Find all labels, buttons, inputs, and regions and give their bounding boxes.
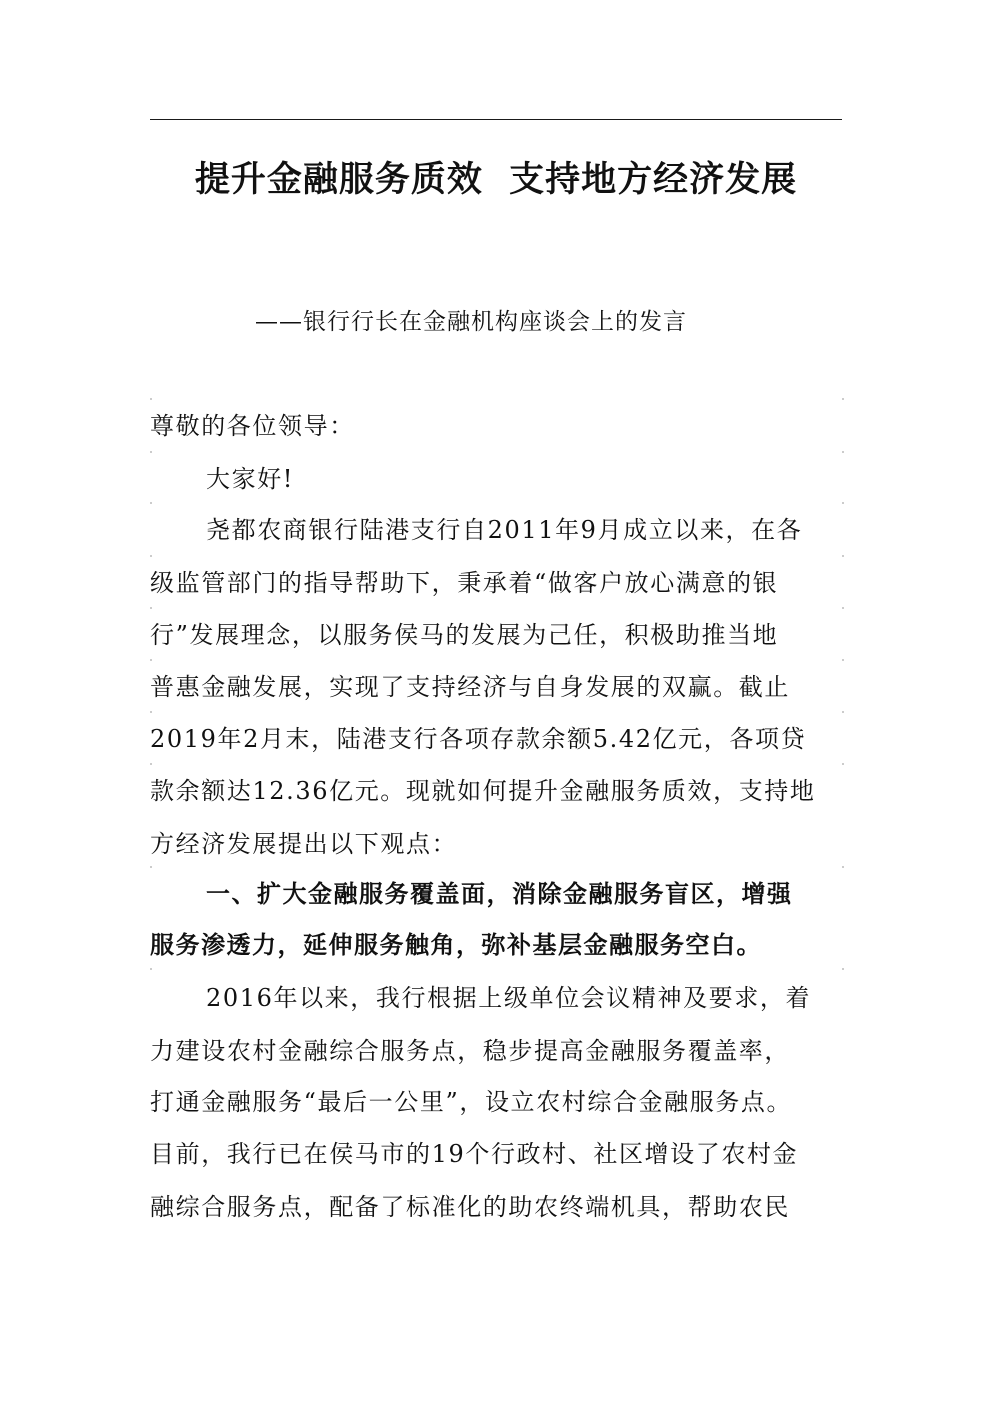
- body-text-line: 融综合服务点，配备了标准化的助农终端机具，帮助农民: [150, 1193, 790, 1221]
- margin-dot: [842, 763, 844, 765]
- section-heading-line: 一、扩大金融服务覆盖面，消除金融服务盲区，增强: [206, 880, 793, 908]
- margin-dot: [150, 763, 152, 765]
- document-title: 提升金融服务质效 支持地方经济发展: [194, 160, 798, 200]
- document-subtitle: ——银行行长在金融机构座谈会上的发言: [255, 309, 687, 335]
- section-heading-line: 服务渗透力，延伸服务触角，弥补基层金融服务空白。: [150, 931, 762, 959]
- margin-dot: [842, 451, 844, 453]
- margin-dot: [842, 968, 844, 970]
- body-text-line: 行”发展理念，以服务侯马的发展为己任，积极助推当地: [150, 621, 779, 649]
- margin-dot: [150, 866, 152, 868]
- body-text-line: 2019年2月末，陆港支行各项存款余额5.42亿元，各项贷: [150, 725, 807, 753]
- body-text-line: 级监管部门的指导帮助下，秉承着“做客户放心满意的银: [150, 569, 779, 597]
- body-text-line: 打通金融服务“最后一公里”，设立农村综合金融服务点。: [150, 1088, 793, 1116]
- body-text-line: 2016年以来，我行根据上级单位会议精神及要求，着: [206, 984, 812, 1012]
- margin-dot: [150, 502, 152, 504]
- margin-dot: [150, 607, 152, 609]
- margin-dot: [150, 398, 152, 400]
- margin-dot: [150, 711, 152, 713]
- header-rule: [150, 119, 842, 120]
- body-text-line: 尊敬的各位领导：: [150, 412, 355, 440]
- margin-dot: [150, 968, 152, 970]
- margin-dot: [842, 607, 844, 609]
- body-text-line: 力建设农村金融综合服务点，稳步提高金融服务覆盖率，: [150, 1037, 790, 1065]
- margin-dot: [842, 555, 844, 557]
- margin-dot: [842, 659, 844, 661]
- margin-dot: [150, 659, 152, 661]
- margin-dot: [842, 398, 844, 400]
- margin-dot: [842, 711, 844, 713]
- body-text-line: 款余额达12.36亿元。现就如何提升金融服务质效，支持地: [150, 777, 816, 805]
- margin-dot: [150, 555, 152, 557]
- margin-dot: [842, 502, 844, 504]
- margin-dot: [150, 451, 152, 453]
- body-text-line: 普惠金融发展，实现了支持经济与自身发展的双赢。截止: [150, 673, 790, 701]
- body-text-line: 大家好!: [206, 465, 295, 493]
- body-text-line: 尧都农商银行陆港支行自2011年9月成立以来，在各: [206, 516, 803, 544]
- body-text-line: 方经济发展提出以下观点：: [150, 830, 458, 858]
- margin-dot: [842, 866, 844, 868]
- body-text-line: 目前，我行已在侯马市的19个行政村、社区增设了农村金: [150, 1140, 799, 1168]
